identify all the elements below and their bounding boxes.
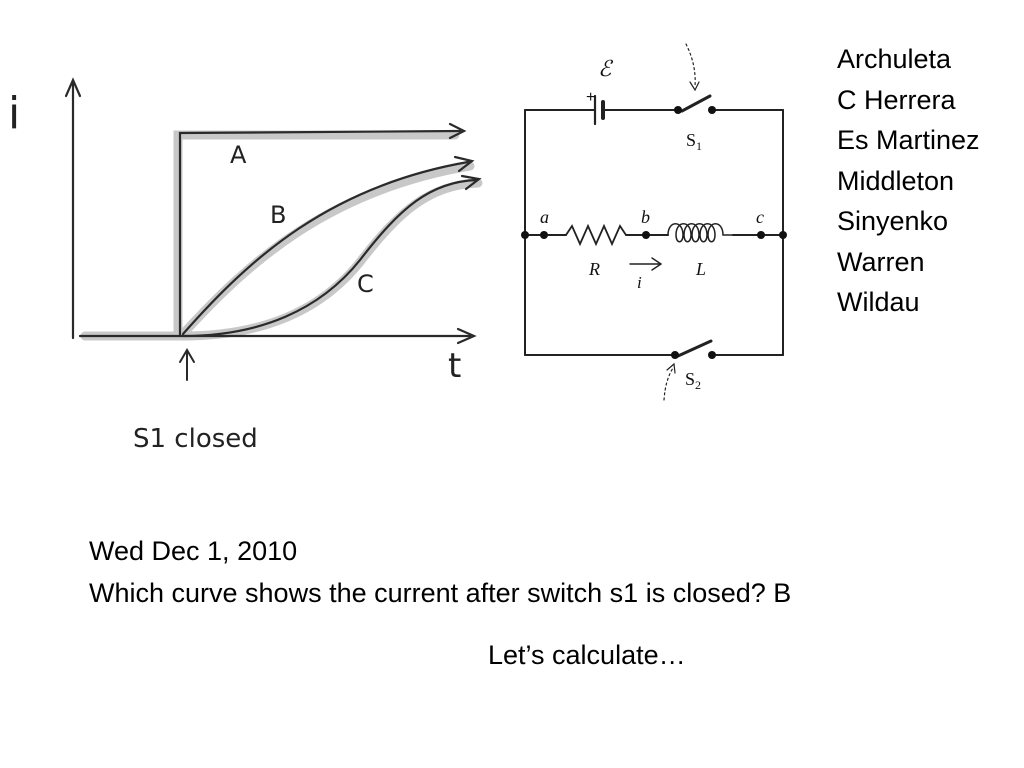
switch1-pointer-head bbox=[690, 82, 699, 90]
switch-closed-arrow bbox=[180, 350, 194, 380]
node-c-dot bbox=[757, 231, 765, 239]
switch2-right-terminal bbox=[708, 351, 716, 359]
caption-date: Wed Dec 1, 2010 bbox=[89, 536, 298, 566]
student-name: Sinyenko bbox=[837, 206, 949, 236]
curve-a bbox=[180, 131, 460, 336]
current-time-graph bbox=[0, 0, 500, 470]
inductor-label: L bbox=[696, 259, 707, 279]
graph-highlights bbox=[85, 135, 478, 336]
caption-question: Which curve shows the current after switch s1 is closed? B bbox=[89, 578, 792, 608]
calculate-prompt: Let’s calculate… bbox=[488, 640, 686, 670]
curve-c bbox=[183, 180, 476, 336]
student-name: Archuleta bbox=[837, 44, 952, 74]
left-junction bbox=[521, 231, 529, 239]
curve-b bbox=[183, 162, 468, 334]
student-name: Wildau bbox=[837, 287, 920, 317]
y-axis-label: i bbox=[8, 88, 21, 139]
current-label: i bbox=[637, 273, 642, 292]
curve-a-label: A bbox=[230, 141, 247, 169]
switch2-pointer-head bbox=[667, 364, 675, 373]
node-a-label: a bbox=[540, 207, 549, 227]
curve-c-highlight bbox=[183, 183, 478, 336]
emf-label: ℰ bbox=[598, 56, 612, 81]
switch2-label: $S_2$ bbox=[685, 369, 702, 392]
switch1-pointer bbox=[686, 44, 695, 86]
switch1-right-terminal bbox=[708, 106, 716, 114]
switch1-blade bbox=[682, 96, 710, 111]
graph-curves bbox=[180, 124, 479, 336]
student-name: Es Martinez bbox=[837, 125, 980, 155]
x-axis-label: t bbox=[448, 346, 462, 386]
curve-c-label: C bbox=[357, 270, 374, 298]
resistor bbox=[566, 226, 626, 244]
node-c-label: c bbox=[756, 207, 764, 227]
switch1-label: $S_1$ bbox=[686, 130, 703, 153]
switch1-left-terminal bbox=[674, 106, 682, 114]
right-junction bbox=[779, 231, 787, 239]
student-names-list bbox=[837, 39, 980, 323]
current-arrow bbox=[630, 258, 661, 270]
student-name: Warren bbox=[837, 246, 925, 277]
switch2-left-terminal bbox=[671, 351, 679, 359]
student-name: Middleton bbox=[837, 165, 955, 196]
curve-b-highlight bbox=[183, 166, 470, 334]
rl-circuit-diagram bbox=[500, 30, 800, 410]
node-b-dot bbox=[642, 231, 650, 239]
resistor-label: R bbox=[589, 259, 600, 279]
node-a-dot bbox=[540, 231, 548, 239]
switch2-blade bbox=[678, 341, 711, 356]
inductor-coil bbox=[668, 224, 733, 242]
battery-plus-label: + bbox=[586, 89, 596, 106]
switch-closed-annotation: S1 closed bbox=[133, 424, 258, 454]
curve-b-label: B bbox=[270, 201, 287, 229]
switch2-pointer bbox=[664, 368, 673, 400]
slide-caption bbox=[89, 530, 791, 614]
student-name: C Herrera bbox=[837, 84, 956, 115]
node-b-label: b bbox=[641, 207, 650, 227]
